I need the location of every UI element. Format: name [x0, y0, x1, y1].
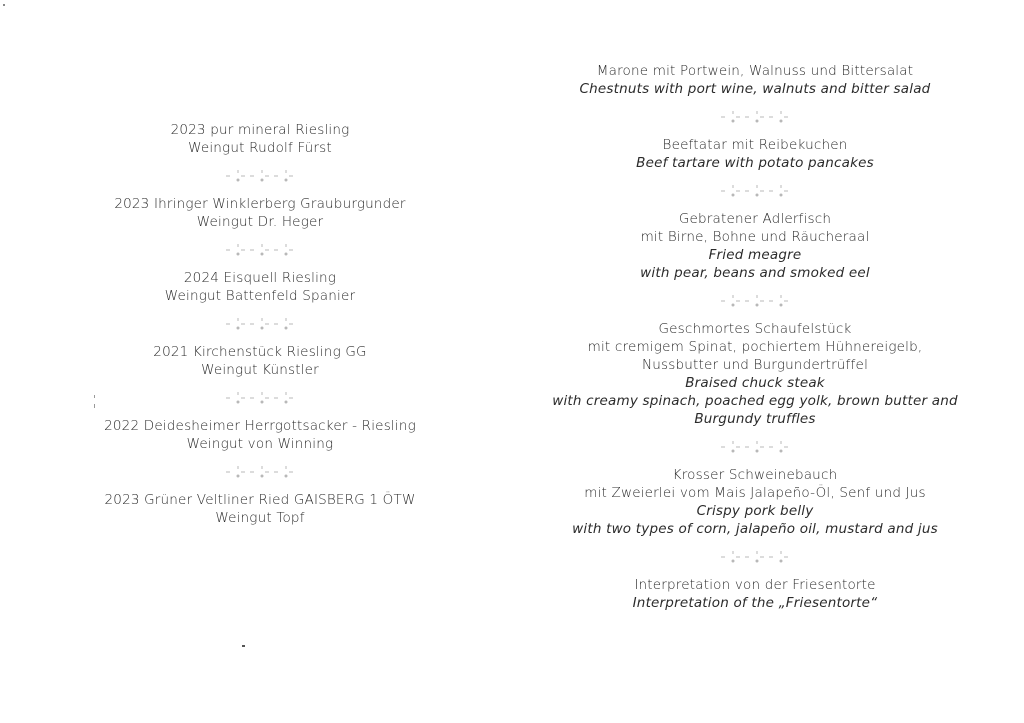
ornament-divider-icon — [220, 390, 300, 406]
course-german-line: Gebratener Adlerfisch — [678, 211, 832, 227]
wine-name: 2024 Eisquell Riesling — [183, 270, 337, 286]
course-english-line: with pear, beans and smoked eel — [640, 265, 870, 281]
wine-item — [60, 417, 460, 453]
wine-name: 2023 Ihringer Winklerberg Grauburgunder — [114, 196, 406, 212]
course-german-line: Beeftatar mit Reibekuchen — [662, 137, 848, 153]
course-item — [510, 466, 1000, 538]
ornament-divider-icon — [220, 316, 300, 332]
winery-name: Weingut Rudolf Fürst — [188, 140, 332, 156]
course-item — [510, 62, 1000, 98]
ornament-divider-icon — [220, 168, 300, 184]
course-english-line: Fried meagre — [708, 247, 802, 263]
course-english-line: Crispy pork belly — [696, 503, 814, 519]
ornament-divider-icon — [715, 439, 795, 455]
course-list — [510, 62, 1000, 612]
wine-name: 2021 Kirchenstück Riesling GG — [153, 344, 367, 360]
winery-name: Weingut Dr. Heger — [196, 214, 324, 230]
scan-speck — [242, 645, 245, 647]
course-english-line: Burgundy truffles — [694, 411, 816, 427]
wine-name: 2022 Deidesheimer Herrgottsacker - Riesling — [104, 418, 416, 434]
winery-name: Weingut Topf — [215, 510, 305, 526]
wine-name: 2023 Grüner Veltliner Ried GAISBERG 1 ÖTW — [104, 492, 416, 508]
course-item — [510, 210, 1000, 282]
winery-name: Weingut von Winning — [186, 436, 334, 452]
wine-item — [60, 343, 460, 379]
course-german-line: Interpretation von der Friesentorte — [634, 577, 876, 593]
course-item — [510, 576, 1000, 612]
ornament-divider-icon — [715, 109, 795, 125]
wine-item — [60, 491, 460, 527]
wine-item — [60, 121, 460, 157]
winery-name: Weingut Künstler — [201, 362, 319, 378]
winery-name: Weingut Battenfeld Spanier — [164, 288, 356, 304]
course-english-line: with two types of corn, jalapeño oil, mustard and jus — [572, 521, 938, 537]
wine-item — [60, 269, 460, 305]
ornament-divider-icon — [715, 293, 795, 309]
scan-speck — [3, 4, 5, 6]
course-german-line: Geschmortes Schaufelstück — [658, 321, 852, 337]
ornament-divider-icon — [715, 549, 795, 565]
scan-speck — [94, 395, 95, 398]
course-item — [510, 136, 1000, 172]
ornament-divider-icon — [715, 183, 795, 199]
scan-speck — [94, 404, 95, 408]
course-german-line: Nussbutter und Burgundertrüffel — [641, 357, 869, 373]
course-german-line: mit Birne, Bohne und Räucheraal — [640, 229, 870, 245]
course-german-line: Marone mit Portwein, Walnuss und Bittersalat — [596, 63, 914, 79]
course-english-line: Chestnuts with port wine, walnuts and bitter salad — [579, 81, 931, 97]
course-english-line: with creamy spinach, poached egg yolk, brown butter and — [552, 393, 958, 409]
wine-name: 2023 pur mineral Riesling — [170, 122, 350, 138]
ornament-divider-icon — [220, 242, 300, 258]
course-item — [510, 320, 1000, 428]
course-german-line: Krosser Schweinebauch — [672, 467, 838, 483]
ornament-divider-icon — [220, 464, 300, 480]
course-english-line: Beef tartare with potato pancakes — [636, 155, 874, 171]
course-german-line: mit cremigem Spinat, pochiertem Hühnereigelb, — [587, 339, 923, 355]
course-german-line: mit Zweierlei vom Mais Jalapeño-Öl, Senf und Jus — [584, 485, 926, 501]
course-english-line: Interpretation of the „Friesentorte“ — [632, 595, 878, 611]
wine-item — [60, 195, 460, 231]
wine-list — [60, 121, 460, 527]
course-english-line: Braised chuck steak — [685, 375, 825, 391]
